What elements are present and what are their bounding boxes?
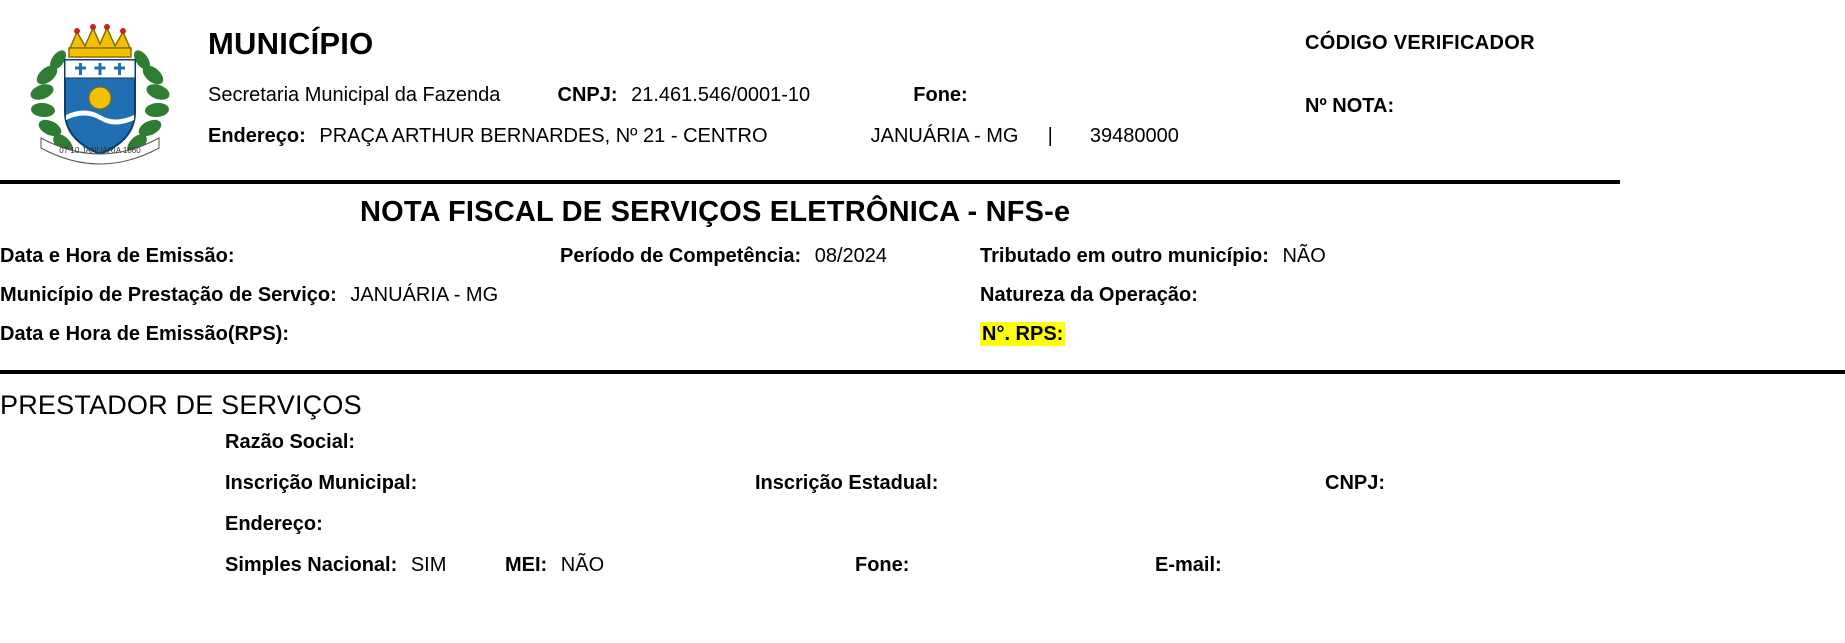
data-hora-emissao-rps-value: [289, 323, 297, 345]
organization-title: MUNICÍPIO: [208, 26, 374, 61]
prestador-fone-value: [909, 554, 917, 576]
crest-container: [0, 14, 200, 170]
data-hora-emissao-value: [235, 245, 243, 267]
field-municipio-prestacao: [0, 284, 980, 307]
field-natureza-operacao: [980, 284, 1845, 307]
crest-ribbon-text: 07 10 JANUÁRIA 1860: [59, 146, 141, 155]
field-inscricao-municipal: [225, 472, 755, 495]
prestador-section-title: PRESTADOR DE SERVIÇOS: [0, 390, 362, 420]
header-fone-label: Fone:: [913, 84, 968, 106]
header-separator-pipe: |: [1047, 125, 1053, 147]
header-endereco-label: Endereço:: [208, 125, 306, 147]
inscricao-municipal-label: Inscrição Municipal:: [225, 472, 418, 494]
numero-rps-label: N°. RPS:: [982, 323, 1064, 345]
tributado-outro-municipio-label: Tributado em outro município:: [980, 245, 1269, 267]
header-line-endereco: [208, 125, 1285, 148]
header-cep: 39480000: [1089, 125, 1179, 147]
mei-value: NÃO: [560, 554, 605, 576]
nfse-info-block: [0, 239, 1845, 370]
prestador-endereco-value: [323, 513, 331, 535]
municipio-prestacao-value: JANUÁRIA - MG: [350, 284, 499, 306]
razao-social-value: [355, 431, 363, 453]
info-row-emissao: [0, 245, 1845, 268]
field-prestador-fone: [855, 554, 1155, 577]
info-row-municipio-prestacao: [0, 284, 1845, 307]
field-periodo-competencia: [560, 245, 980, 268]
field-tributado-outro-municipio: [980, 245, 1845, 268]
data-hora-emissao-rps-label: Data e Hora de Emissão(RPS):: [0, 323, 289, 345]
field-inscricao-estadual: [755, 472, 1325, 495]
field-prestador-cnpj: [1325, 472, 1845, 495]
inscricao-estadual-value: [938, 472, 946, 494]
header-cnpj-value: 21.461.546/0001-10: [631, 84, 811, 106]
field-simples-nacional: [225, 554, 505, 577]
natureza-operacao-value: [1198, 284, 1206, 306]
prestador-endereco-label: Endereço:: [225, 513, 323, 535]
field-prestador-email: [1155, 554, 1845, 577]
prestador-fone-label: Fone:: [855, 554, 910, 576]
field-data-hora-emissao-rps: [0, 323, 980, 346]
periodo-competencia-value: 08/2024: [814, 245, 888, 267]
document-title: NOTA FISCAL DE SERVIÇOS ELETRÔNICA - NFS-e: [360, 196, 1071, 228]
periodo-competencia-label: Período de Competência:: [560, 245, 802, 267]
field-data-hora-emissao: [0, 245, 560, 268]
prestador-email-label: E-mail:: [1155, 554, 1222, 576]
municipio-prestacao-label: Município de Prestação de Serviço:: [0, 284, 337, 306]
simples-nacional-label: Simples Nacional:: [225, 554, 398, 576]
prestador-row-regime: [225, 554, 1845, 577]
natureza-operacao-label: Natureza da Operação:: [980, 284, 1198, 306]
simples-nacional-value: SIM: [410, 554, 447, 576]
prestador-cnpj-label: CNPJ:: [1325, 472, 1386, 494]
municipal-coat-of-arms-icon: [25, 20, 175, 170]
numero-nota-label: Nº NOTA:: [1305, 95, 1395, 117]
tributado-outro-municipio-value: NÃO: [1282, 245, 1326, 267]
header-fone-value: [968, 84, 976, 106]
info-row-rps: [0, 323, 1845, 346]
numero-rps-value: [1065, 323, 1073, 345]
razao-social-label: Razão Social:: [225, 431, 356, 453]
data-hora-emissao-label: Data e Hora de Emissão:: [0, 245, 235, 267]
prestador-row-endereco: [225, 513, 1845, 536]
field-razao-social: [225, 431, 755, 454]
prestador-row-inscricoes: [225, 472, 1845, 495]
inscricao-estadual-label: Inscrição Estadual:: [755, 472, 939, 494]
header-endereco-value: PRAÇA ARTHUR BERNARDES, Nº 21 - CENTRO: [319, 125, 768, 147]
inscricao-municipal-value: [417, 472, 425, 494]
codigo-verificador-label: CÓDIGO VERIFICADOR: [1305, 32, 1535, 54]
prestador-fields: [0, 431, 1845, 577]
prestador-cnpj-value: [1385, 472, 1393, 494]
header-info: [200, 14, 1285, 166]
secretaria-label: Secretaria Municipal da Fazenda: [208, 84, 501, 106]
verification-block: [1285, 14, 1845, 118]
document-header: [0, 0, 1845, 180]
field-prestador-endereco: [225, 513, 755, 536]
field-mei: [505, 554, 855, 577]
header-cnpj-label: CNPJ:: [557, 84, 618, 106]
header-cidade-uf: JANUÁRIA - MG: [870, 125, 1019, 147]
field-numero-rps: [980, 323, 1845, 346]
prestador-email-value: [1222, 554, 1230, 576]
mei-label: MEI:: [505, 554, 548, 576]
prestador-row-razao-social: [225, 431, 1845, 454]
header-line-secretaria: [208, 84, 1285, 107]
